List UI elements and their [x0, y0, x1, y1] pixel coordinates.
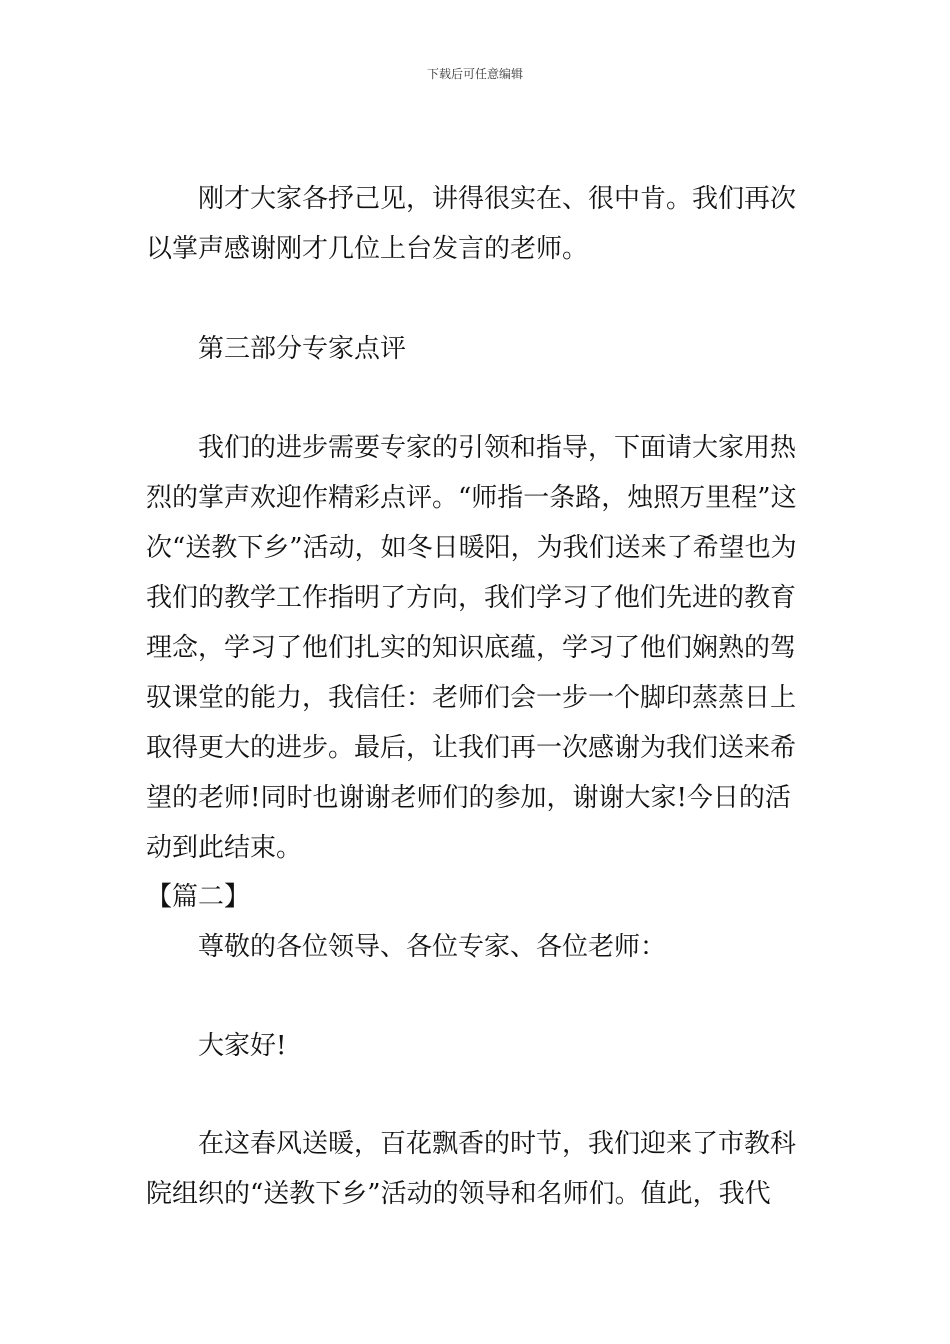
- section-title-expert-review: 第三部分专家点评: [198, 334, 407, 364]
- section-heading-part-two: 【篇二】: [146, 882, 251, 912]
- paragraph-thanks: 刚才大家各抒己见，讲得很实在、很中肯。我们再次以掌声感谢刚才几位上台发言的老师。: [146, 184, 797, 264]
- paragraph-expert-review: 我们的进步需要专家的引领和指导，下面请大家用热烈的掌声欢迎作精彩点评。“师指一条路，烛照万里程”这次“送教下乡”活动，如冬日暖阳，为我们送来了希望也为我们的教学工作指明了方向，我们学习了他们先进的教育理念，学习了他们扎实的知识底蕴，学习了他们娴熟的驾驭课堂的能力，我信任：老师们会一步一个脚印蒸蒸日上取得更大的进步。最后，让我们再一次感谢为我们送来希望的老师!同时也谢谢老师们的参加，谢谢大家!今日的活动到此结束。: [146, 433, 797, 863]
- paragraph-welcome: 在这春风送暖，百花飘香的时节，我们迎来了市教科院组织的“送教下乡”活动的领导和名师们。值此，我代: [146, 1129, 797, 1209]
- greeting: 大家好!: [198, 1031, 287, 1061]
- page-header: 下载后可任意编辑: [426, 67, 523, 81]
- salutation: 尊敬的各位领导、各位专家、各位老师：: [198, 932, 667, 962]
